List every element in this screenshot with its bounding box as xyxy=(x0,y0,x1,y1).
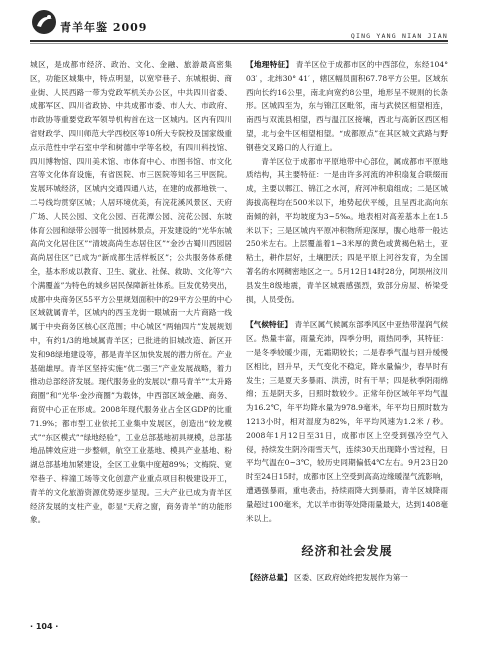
climate-tag: 【气候特征】 xyxy=(246,320,293,330)
yearbook-logo xyxy=(30,8,230,40)
geo-text-2: 青羊区位于成都市平原地带中心部位，属成都市平原地质结构，其主要特征：一是由许多河流的冲积扇复合联缀而成，主要以郫江、锦江之水河，府河冲积扇组成；二是区城海拔高程均在500米以下，地势起伏平缓，且呈西北高向东南倾的斜，平均坡度为3~5‰。地表相对高差基本上在1.5米以下；三是区城内平原冲积物所迎深厚，腹心地带一般达250米左右。上层覆盖着1~3米厚的黄色或黄褐色粘土，亚粘土，耕作层好，土壤肥沃；四是平原上河谷发育，为全国著名的水网稠密地区之一。5月12日14时28分，阿坝州汶川县发生8级地震，青羊区城震感强烈，致部分房屋、桥梁受损，人员受伤。 xyxy=(246,156,448,304)
econ-section xyxy=(246,571,448,585)
page-header xyxy=(0,0,480,44)
yearbook-title: 青羊年鉴 2009 xyxy=(60,21,148,34)
emblem-icon xyxy=(30,8,58,36)
geo-section xyxy=(246,58,448,155)
right-column xyxy=(246,58,448,585)
running-head: QING YANG NIAN JIAN xyxy=(350,32,448,40)
econ-text: 区委、区政府始终把发展作为第一 xyxy=(293,573,408,583)
left-column-paragraph: 城区，是成都市经济、政治、文化、金融、旅游最高密集区，功能区城集中，特点明显，以宽窄巷子、东城根街、商业街、人民西路一带为党政军机关办公区，中共四川省委、成都军区、四川省政协、中共成都市委、市人大、市政府、市政协等重要党政军领导机构首在这一区城内。区内有四川省财政学、四川师范大学西校区等10所大专院校及国家级重点示范性中学石室中学和树德中学等名校，有四川科技馆、四川博物馆、四川美术馆、市体育中心、市图书馆、市文化宫等文化体育设施，有省医院、市三医院等知名三甲医院。发展环城经济，区城内交通四通八达，在建的成都地铁一、二号线均贯穿区城；人居环境优美，有浣花溪风景区、天府广场、人民公园、文化公园、百花潭公园、浣花公园、东坡体育公园和绿带公园等一批园林景点，开发建设的“光华东城高尚文化居住区”“清坡高尚生态居住区”“金沙古蜀川西园居高尚居住区”已成为“新成都生活样板区”；公共服务体系健全，基本形成以教育、卫生、就业、社保、救助、文化等“六个满覆盖”为特色的城乡居民保障新社体系。巨发优势突出，成都中央商务区55平方公里规划面积中的29平方公里的中心区域就属青羊，区城内的西玉龙街一眼城南一大片商路一线属于中央商务区核心区范围；中心城区“两轴四片”发展规划中，有约1/3的地域属青羊区；已批进的旧城改造、新区开发和98绿地建设等，都是青羊区加快发展的潜力所在。产业基础雄厚。青羊区坚持实施“优二强三”产业发展战略，着力推动总部经济发展。现代服务业的发展以“鼎马青羊”“太升路商圈”和“光华·金沙商圈”为载体，中西部区域金融、商务、商贸中心正在形成。2008年现代服务业占全区GDP的比重71.9%；都市型工业依托工业集中发展区，创造出“较龙模式”“东区模式”“绿地经验”，工业总部基地初具规模，总部基地品牌效应进一步整顿，航空工业基地、模具产业基地、粉湖总部基地加紧建设，全区工业集中度超89%；文梅院、宽窄巷子、梓潼工场等文化创意产业重点项目积极建设开工，青羊的文化旅游资源优势逐步显现。三大产业已成为青羊区经济发展的支柱产业，彰显“天府之窗，商务青羊”的功能形象。 xyxy=(30,60,232,525)
climate-section xyxy=(246,318,448,525)
section-title: 经济和社会发展 xyxy=(301,544,393,559)
header-rule xyxy=(30,40,448,42)
climate-text: 青羊区属气候属东部季风区中亚热带湿润气候区。热量丰富，雨量充沛，四季分明，雨热同季，其特征：一是冬季较暖少雨，无霜期较长；二是春季气温与回升缓慢区相比，回升早，天气变化不稳定，降水量偏少，春旱时有发生；三是夏天多暴雨、洪涝，时有干旱；四是秋季阴雨绵绵；五是阴天多，日照时数较少。正常年份区域年平均气温为16.2℃，年平均降水量为978.9毫米，年平均日照时数为1213小时，相对湿度为82%，年平均风速为1.2米 / 秒。2008年1月12日至31日，成都市区上空受到强冷空气入侵，持续发生阴冷雨雪天气，连续30天出现降小雪过程，日平均气温在0~3℃，较历史同期偏低4℃左右。9月23日20时至24日15时，成都市区上空受到高高边缘暖湿气流影响，遭遇强暴雨，重电袭击，持续雨降大到暴雨，青羊区城降雨量超过100毫米，尤以羊市街等处降雨量最大，达到1408毫米以上。 xyxy=(246,320,448,523)
econ-tag: 【经济总量】 xyxy=(246,573,292,583)
geo-tag: 【地理特征】 xyxy=(246,60,294,69)
left-column xyxy=(30,58,232,527)
geo-text: 青羊区位于成都市区的中西部位，东经104° 03′ ，北纬30° 41′ ，辖区幅员面积67.78平方公里。区域东西向长约16公里，南北向宽约8公里，地形呈不规则的长条形。区城四至为，东与锦江区毗邻，南与武侯区相望相连，南西与双流县相望，西与温江区接壤，西北与高新区西区相望，北与金牛区相望相望。“成都原点”在其区城文武路与野钢巷交叉路口的人行道上。 xyxy=(246,60,448,152)
header-rule-thin xyxy=(30,43,448,44)
page-number: · 104 · xyxy=(30,622,59,631)
section-gap xyxy=(246,306,448,318)
